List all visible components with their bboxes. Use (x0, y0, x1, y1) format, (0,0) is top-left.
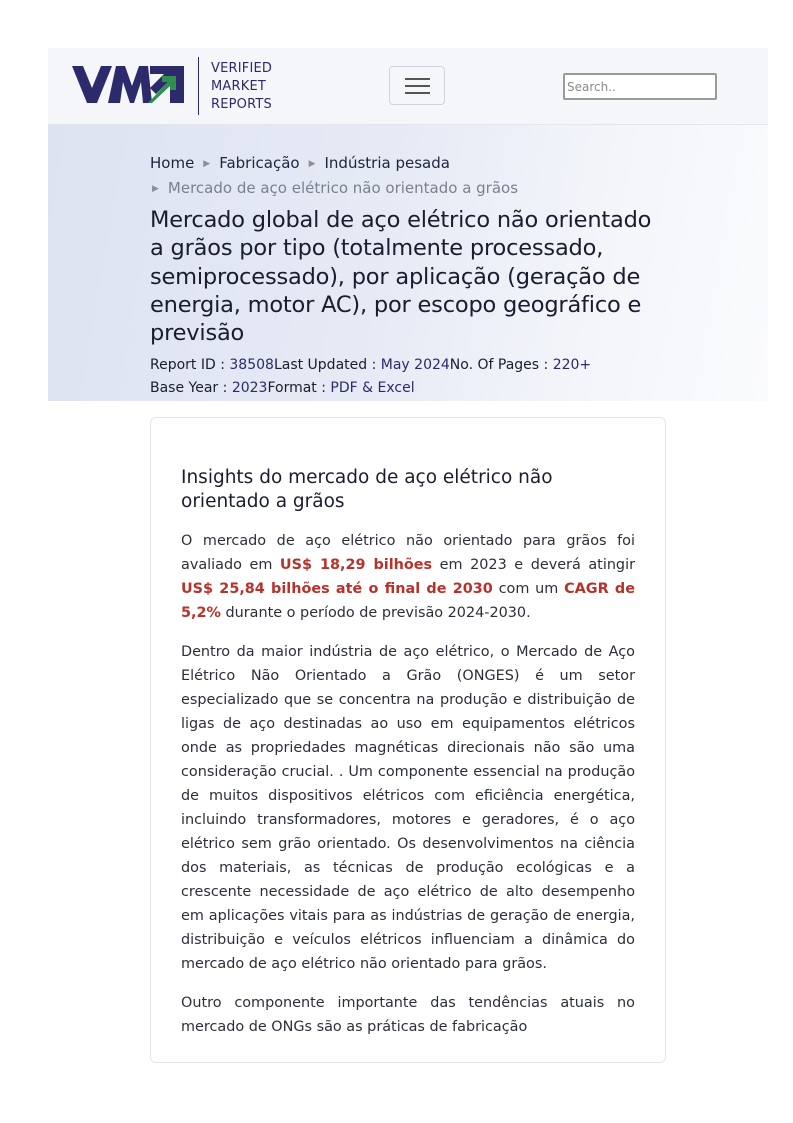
meta-row-2 (150, 377, 670, 400)
report-meta (150, 354, 670, 400)
breadcrumb-industria-pesada[interactable]: Indústria pesada (324, 154, 450, 172)
insights-paragraph-2: Dentro da maior indústria de aço elétrico, o Mercado de Aço Elétrico Não Orientado a Grão (ONGES) é um setor especializado que se concentra na produção e distribuição de ligas de aço destinadas ao uso em equipamentos elétricos onde as propriedades magnéticas direcionais não são uma consideração crucial. . Um componente essencial na produção de muitos dispositivos elétricos com eficiência energética, incluindo transformadores, motores e geradores, é o aço elétrico sem grão orientado. Os desenvolvimentos na ciência dos materiais, as técnicas de produção ecológicas e a crescente necessidade de aço elétrico de alto desempenho em aplicações vitais para as indústrias de geração de energia, distribuição e veículos elétricos influenciam a dinâmica do mercado de aço elétrico não orientado para grãos. (181, 644, 635, 972)
insights-card (150, 417, 666, 1063)
report-id-value: 38508 (229, 357, 274, 373)
search-input[interactable] (563, 73, 717, 100)
report-id-label: Report ID : (150, 357, 230, 373)
market-value-2030: US$ 25,84 bilhões até o final de 2030 (181, 581, 493, 597)
market-value-2023: US$ 18,29 bilhões (279, 557, 433, 573)
vmr-logo[interactable] (72, 66, 184, 104)
breadcrumb-current: Mercado de aço elétrico não orientado a grãos (167, 179, 519, 197)
last-updated-value: May 2024 (380, 357, 450, 373)
last-updated-label: Last Updated : (273, 357, 381, 373)
chevron-right-icon: ▶ (152, 184, 159, 194)
p1-text-b: em 2023 e deverá atingir (432, 557, 635, 573)
menu-toggle-button[interactable] (389, 66, 445, 105)
breadcrumb-fabricacao[interactable]: Fabricação (219, 154, 300, 172)
breadcrumb-home[interactable]: Home (150, 154, 195, 172)
logo-line-verified: VERIFIED (211, 61, 273, 76)
insights-paragraph-1 (181, 529, 635, 625)
page-title: Mercado global de aço elétrico não orientado a grãos por tipo (totalmente processado, semiprocessado), por aplicação (geração de energia, motor AC), por escopo geográfico e previsão (150, 207, 652, 347)
pages-label: No. Of Pages : (449, 357, 553, 373)
format-label: Format : (267, 380, 331, 396)
p1-text-a: O mercado de aço elétrico não orientado para grãos foi avaliado em (181, 533, 635, 573)
pages-value: 220+ (552, 357, 592, 373)
logo-wordmark (211, 60, 272, 114)
insights-body (181, 529, 635, 1054)
p1-text-d: durante o período de previsão 2024-2030. (220, 605, 531, 621)
base-year-value: 2023 (231, 380, 268, 396)
p1-text-c: com um (492, 581, 565, 597)
chevron-right-icon: ▶ (308, 159, 316, 169)
insights-paragraph-3: Outro componente importante das tendências atuais no mercado de ONGs são as práticas de fabricação (181, 995, 635, 1035)
cagr-value: CAGR de 5,2% (181, 581, 635, 621)
logo-line-market: MARKET (211, 79, 267, 94)
insights-heading: Insights do mercado de aço elétrico não orientado a grãos (181, 467, 553, 512)
chevron-right-icon: ▶ (203, 159, 211, 169)
logo-divider (198, 57, 199, 115)
base-year-label: Base Year : (150, 380, 232, 396)
site-header (48, 48, 768, 125)
breadcrumb (150, 151, 710, 201)
meta-row-1 (150, 354, 670, 377)
format-value: PDF & Excel (330, 380, 415, 396)
logo-line-reports: REPORTS (211, 97, 272, 112)
